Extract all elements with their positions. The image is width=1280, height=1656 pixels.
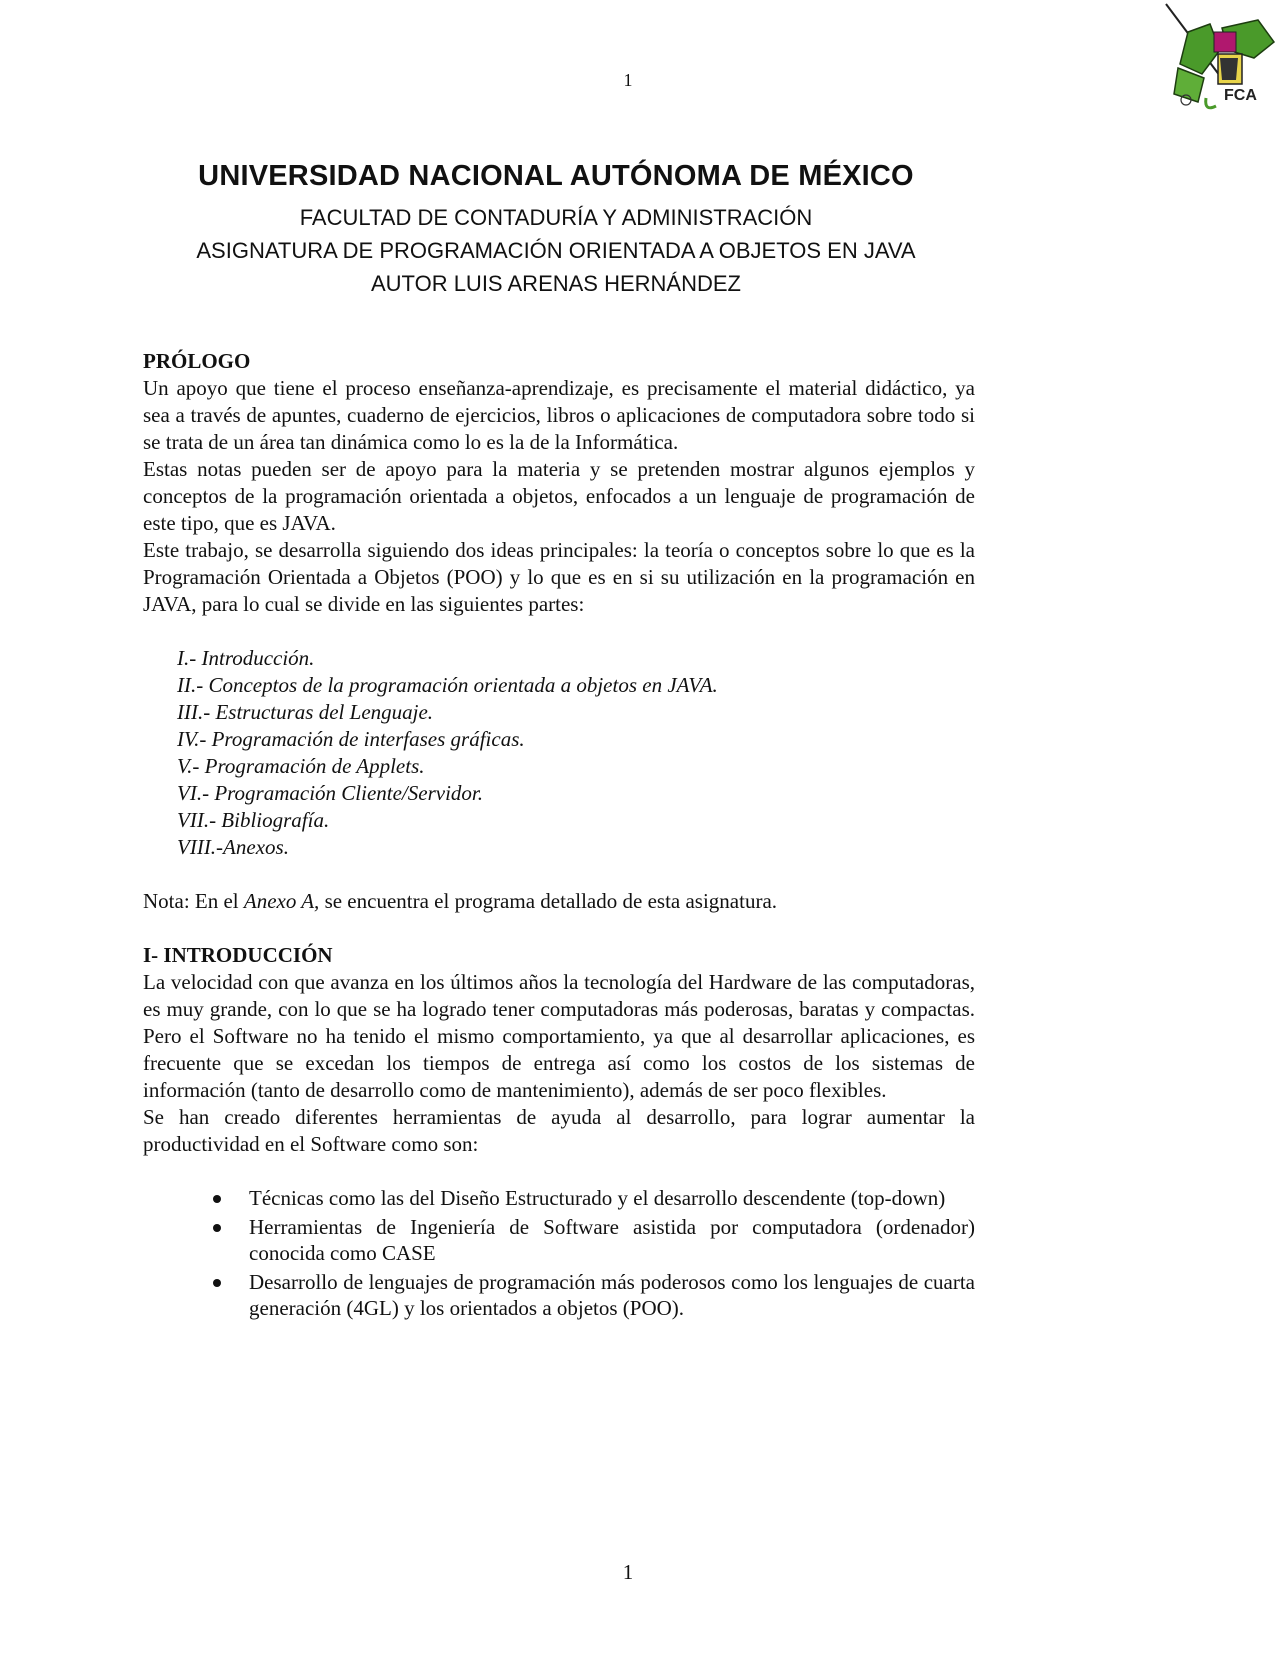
note-suffix: se encuentra el programa detallado de esta asignatura. [319,889,778,913]
faculty-line: FACULTAD DE CONTADURÍA Y ADMINISTRACIÓN [299,205,813,230]
introduccion-heading: I- INTRODUCCIÓN [143,943,333,967]
list-item: Desarrollo de lenguajes de programación más poderosos como los lenguajes de cuarta generación (4GL) y los orientados a objetos (POO). [143,1269,975,1321]
note-prefix: Nota: En el [143,889,244,913]
university-title: UNIVERSIDAD NACIONAL AUTÓNOMA DE MÉXICO [198,160,914,192]
toc-item: IV.- Programación de interfases gráficas. [177,727,525,751]
toc-item: I.- Introducción. [177,646,315,670]
note-annex-ref: Anexo A, [243,889,320,913]
prologo-paragraph-2: Estas notas pueden ser de apoyo para la materia y se pretenden mostrar algunos ejemplos y conceptos de la programación orientada a objetos, enfocados a un lenguaje de programación de este tipo, que es JAVA. [143,457,975,535]
page-number-bottom: 1 [622,1560,634,1584]
bullet-icon [213,1224,221,1232]
list-item: Herramientas de Ingeniería de Software asistida por computadora (ordenador) conocida como CASE [143,1214,975,1266]
bullet-icon [213,1195,221,1203]
document-body [143,348,975,1324]
toc-item: VII.- Bibliografía. [177,808,330,832]
toc-item: VIII.-Anexos. [177,835,289,859]
toc-item: II.- Conceptos de la programación orientada a objetos en JAVA. [177,673,718,697]
page-number-top: 1 [623,70,633,90]
list-item: Técnicas como las del Diseño Estructurado y el desarrollo descendente (top-down) [143,1185,975,1211]
prologo-heading: PRÓLOGO [143,349,251,373]
toc-item: III.- Estructuras del Lenguaje. [177,700,434,724]
prologo-paragraph-1: Un apoyo que tiene el proceso enseñanza-aprendizaje, es precisamente el material didáctico, ya sea a través de apuntes, cuaderno de ejercicios, libros o aplicaciones de computadora sobre todo si se trata de un área tan dinámica como lo es la de la Informática. [143,376,975,454]
table-of-contents [177,645,975,861]
course-line: ASIGNATURA DE PROGRAMACIÓN ORIENTADA A OBJETOS EN JAVA [196,238,916,263]
document-header [140,160,972,300]
tools-list [143,1185,975,1321]
author-line: AUTOR LUIS ARENAS HERNÁNDEZ [370,271,741,296]
note-paragraph [143,888,975,915]
introduccion-paragraph-1: La velocidad con que avanza en los últimos años la tecnología del Hardware de las computadoras, es muy grande, con lo que se ha logrado tener computadoras más poderosas, baratas y compactas. Pero el Software no ha tenido el mismo comportamiento, ya que al desarrollar aplicaciones, es frecuente que se excedan los tiempos de entrega así como los costos de los sistemas de información (tanto de desarrollo como de mantenimiento), además de ser poco flexibles. [143,970,975,1102]
toc-item: VI.- Programación Cliente/Servidor. [177,781,484,805]
introduccion-paragraph-2: Se han creado diferentes herramientas de ayuda al desarrollo, para lograr aumentar la productividad en el Software como son: [143,1105,975,1156]
toc-item: V.- Programación de Applets. [177,754,425,778]
prologo-paragraph-3: Este trabajo, se desarrolla siguiendo dos ideas principales: la teoría o conceptos sobre lo que es la Programación Orientada a Objetos (POO) y lo que es en si su utilización en la programación en JAVA, para lo cual se divide en las siguientes partes: [143,538,975,616]
fca-logo-icon [1158,2,1280,120]
bullet-icon [213,1279,221,1287]
logo-text: FCA [1224,87,1257,104]
